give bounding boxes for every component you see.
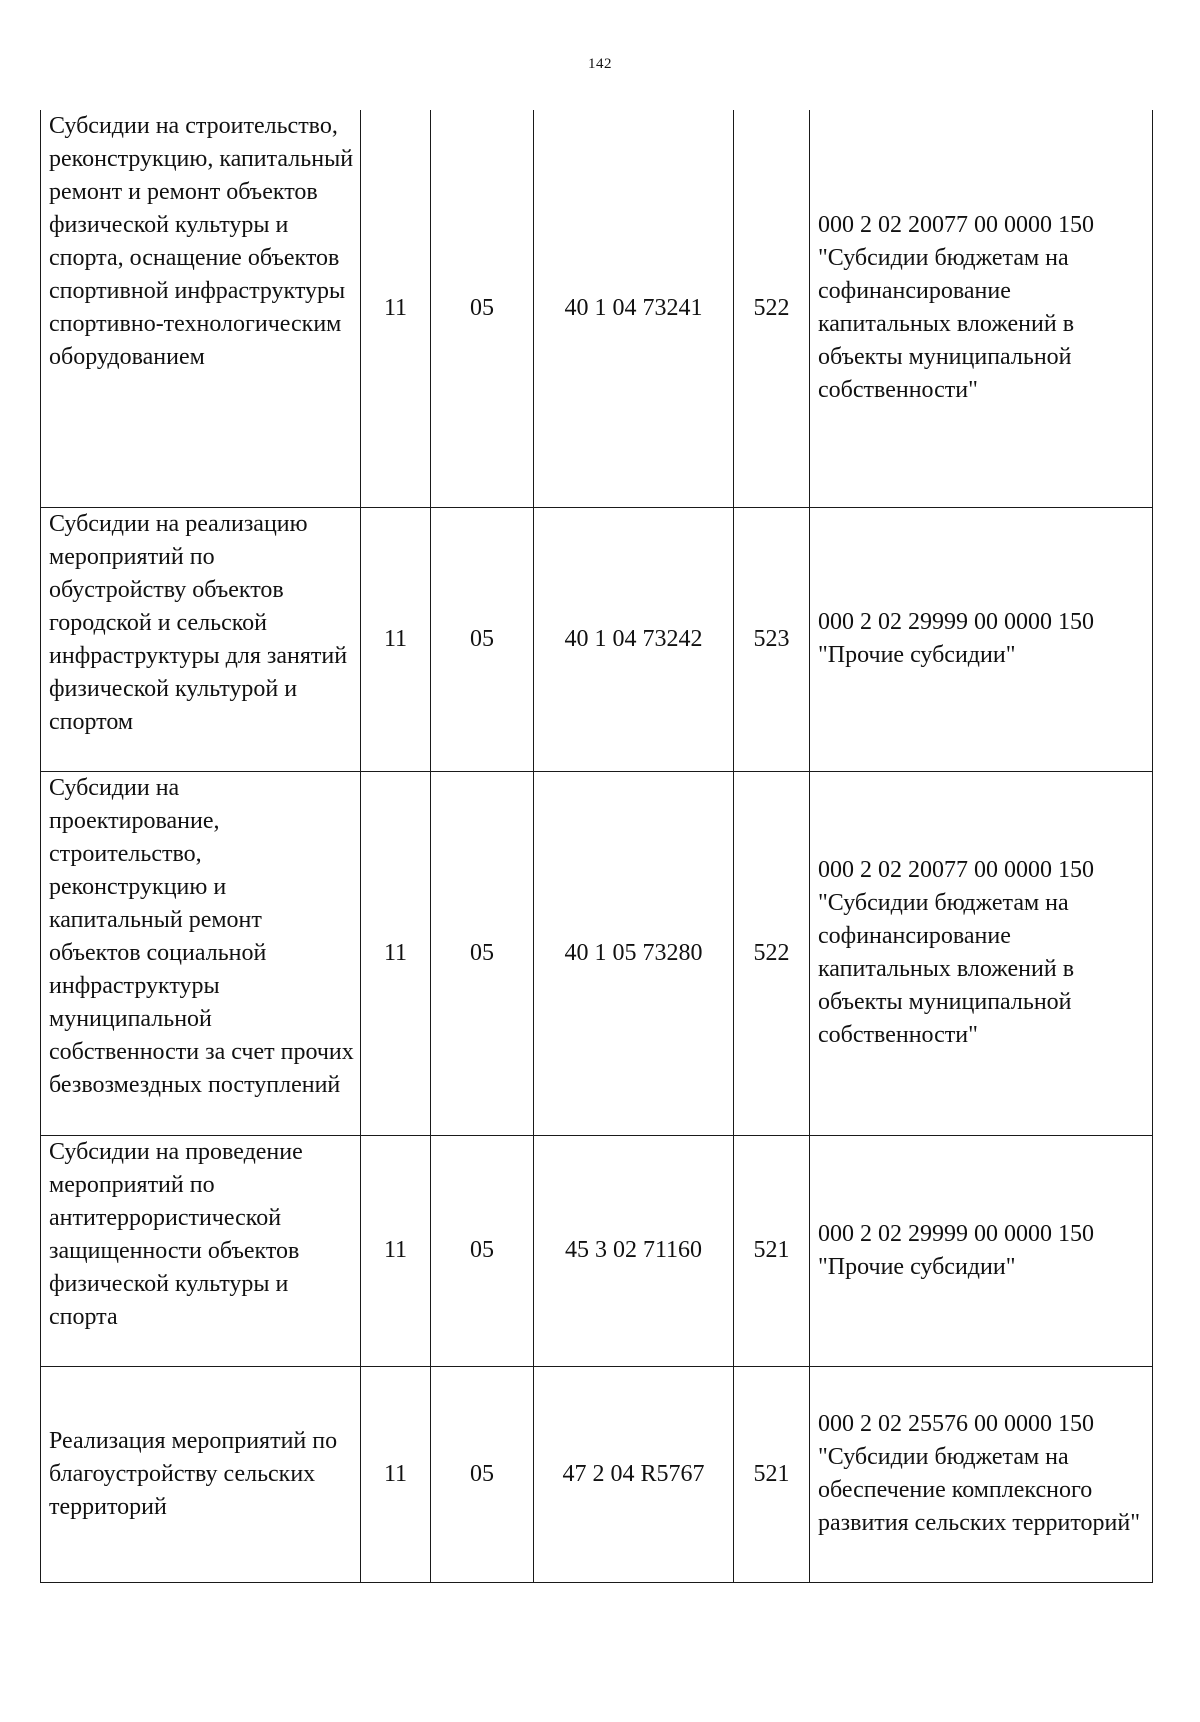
section-code-cell: 11 [361,771,431,1135]
income-code-cell: 000 2 02 25576 00 0000 150 "Субсидии бюджетам на обеспечение комплексного развития сельских территорий" [810,1366,1153,1582]
table-row [41,1366,1153,1582]
expense-type-cell: 523 [734,507,810,771]
section-code-cell: 11 [361,507,431,771]
row-name-cell [41,1135,361,1366]
table-row [41,507,1153,771]
target-article-cell: 40 1 04 73241 [534,110,734,507]
row-name-cell [41,110,361,507]
income-code-cell: 000 2 02 29999 00 0000 150 "Прочие субсидии" [810,1135,1153,1366]
subsection-code-cell: 05 [431,1366,534,1582]
subsection-code-cell: 05 [431,110,534,507]
table-row [41,110,1153,507]
row-name-text: Субсидии на строительство, реконструкцию, капитальный ремонт и ремонт объектов физической культуры и спорта, оснащение объектов спортивной инфраструктуры спортивно-технологическим оборудованием [49,113,354,370]
target-article-cell: 40 1 05 73280 [534,771,734,1135]
target-article-cell: 47 2 04 R5767 [534,1366,734,1582]
expense-type-cell: 521 [734,1366,810,1582]
section-code-cell: 11 [361,1135,431,1366]
row-name-cell [41,771,361,1135]
expense-type-cell: 522 [734,110,810,507]
subsection-code-cell: 05 [431,507,534,771]
income-code-cell: 000 2 02 29999 00 0000 150 "Прочие субсидии" [810,507,1153,771]
row-name-cell [41,507,361,771]
table-row [41,771,1153,1135]
row-name-text: Субсидии на реализацию мероприятий по обустройству объектов городской и сельской инфраструктуры для занятий физической культурой и спортом [49,510,348,735]
row-name-text: Субсидии на проектирование, строительство, реконструкцию и капитальный ремонт объектов социальной инфраструктуры муниципальной собственности за счет прочих безвозмездных поступлений [49,774,354,1098]
page-number: 142 [588,56,612,72]
row-name-cell [41,1366,361,1582]
income-code-cell: 000 2 02 20077 00 0000 150 "Субсидии бюджетам на софинансирование капитальных вложений в объекты муниципальной собственности" [810,110,1153,507]
target-article-cell: 40 1 04 73242 [534,507,734,771]
expense-type-cell: 522 [734,771,810,1135]
section-code-cell: 11 [361,110,431,507]
subsection-code-cell: 05 [431,771,534,1135]
target-article-cell: 45 3 02 71160 [534,1135,734,1366]
income-code-cell: 000 2 02 20077 00 0000 150 "Субсидии бюджетам на софинансирование капитальных вложений в объекты муниципальной собственности" [810,771,1153,1135]
expense-type-cell: 521 [734,1135,810,1366]
section-code-cell: 11 [361,1366,431,1582]
table-row [41,1135,1153,1366]
subsection-code-cell: 05 [431,1135,534,1366]
row-name-text: Реализация мероприятий по благоустройству сельских территорий [49,1427,338,1520]
budget-table [40,110,1153,1583]
row-name-text: Субсидии на проведение мероприятий по антитеррористической защищенности объектов физической культуры и спорта [49,1138,303,1330]
